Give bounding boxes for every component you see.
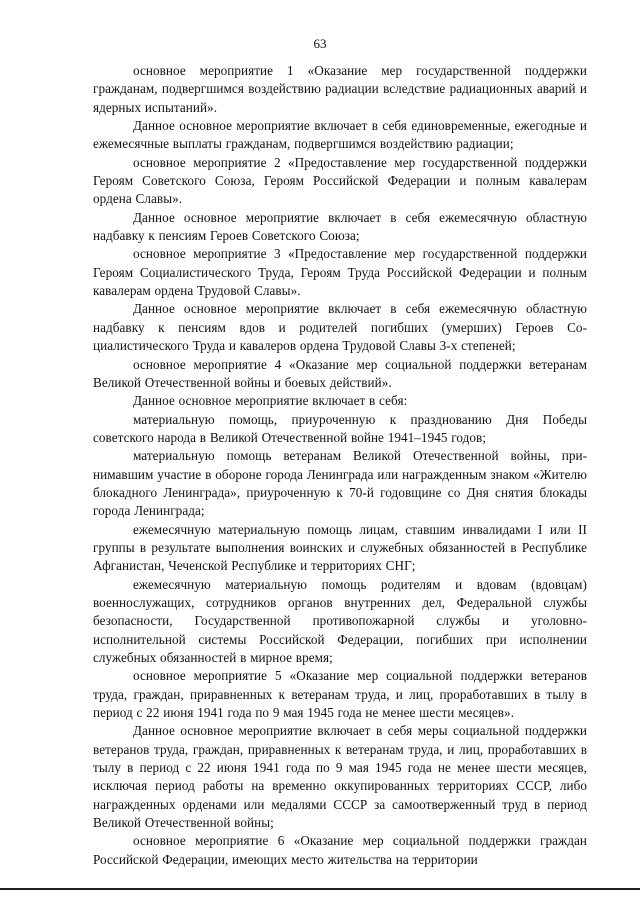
paragraph-list-item: материальную помощь ветеранам Великой Отечественной войны, принимавшим участие в обороне города Ленинграда или награжденным знаком «Жителю блокадного Ленинграда», приуроченную к 70-й годовщине со Дня снятия блокады города Ленинграда; xyxy=(93,448,587,519)
paragraph-measure-3-description: Данное основное мероприятие включает в себя ежемесячную областную надбавку к пенсиям вдов и родителей погибших (умерших) Героев Социалистического Труда и кавалеров ордена Трудовой Славы 3-х степеней; xyxy=(93,301,587,354)
paragraph-measure-4-intro: Данное основное мероприятие включает в себя: xyxy=(133,393,408,409)
paragraph-measure-5-description: Данное основное мероприятие включает в себя меры социальной поддержки ветеранов труда, граждан, приравненных к ветеранам труда, и лиц, проработавших в тылу в период с 22 июня 1941 года по 9 мая 1945 года не менее шести месяцев, исключая период работы на временно оккупированных территориях СССР, либо награжденных орденами или медалями СССР за самоотверженный труд в период Великой Отечественной войны; xyxy=(93,723,587,831)
paragraph-measure-4: основное мероприятие 4 «Оказание мер социальной поддержки ветеранам Великой Отечественной войны и боевых действий». xyxy=(93,356,587,390)
paragraph-list-item: ежемесячную материальную помощь лицам, ставшим инвалидами I или II группы в результате выполнения воинских и служебных обязанностей в Республике Афганистан, Чеченской Республике и территориях СНГ; xyxy=(93,521,587,574)
page-bottom-rule xyxy=(0,888,640,890)
page-number: 63 xyxy=(313,36,327,51)
paragraph-measure-2: основное мероприятие 2 «Предоставление мер государственной поддержки Героям Советского Союза, Героям Российской Федерации и полным кавалерам ордена Славы». xyxy=(93,154,587,207)
paragraph-list-item: материальную помощь, приуроченную к празднованию Дня Победы советского народа в Великой Отечественной войне 1941–1945 годов; xyxy=(93,411,587,445)
paragraph-measure-3: основное мероприятие 3 «Предоставление мер государственной поддержки Героям Социалистического Труда, Героям Труда Российской Федерации и полным кавалерам ордена Трудовой Славы». xyxy=(93,246,587,299)
paragraph-measure-1: основное мероприятие 1 «Оказание мер государственной поддержки гражданам, подвергшимся воздействию радиации вследствие радиационных аварий и ядерных испытаний». xyxy=(93,63,587,115)
paragraph-list-item: ежемесячную материальную помощь родителям и вдовам (вдовцам) военнослужащих, сотрудников органов внутренних дел, Федеральной службы безопасности, Государственной противопожарной службы и уголовно-исполнительной системы Российской Федерации, погибших при исполнении служебных обязанностей в мирное время; xyxy=(93,576,587,665)
paragraph-measure-5: основное мероприятие 5 «Оказание мер социальной поддержки ветеранов труда, граждан, приравненных к ветеранам труда, и лиц, проработавших в тылу в период с 22 июня 1941 года по 9 мая 1945 года не менее шести месяцев». xyxy=(93,668,587,721)
paragraph-measure-6: основное мероприятие 6 «Оказание мер социальной поддержки граждан Российской Федерации, имеющих место жительства на территории xyxy=(93,833,587,867)
paragraph-measure-1-description: Данное основное мероприятие включает в себя единовременные, ежегодные и ежемесячные выплаты гражданам, подвергшимся воздействию радиации; xyxy=(93,118,587,152)
paragraph-measure-2-description: Данное основное мероприятие включает в себя ежемесячную областную надбавку к пенсиям Героев Советского Союза; xyxy=(93,209,587,244)
document-body xyxy=(93,62,587,869)
